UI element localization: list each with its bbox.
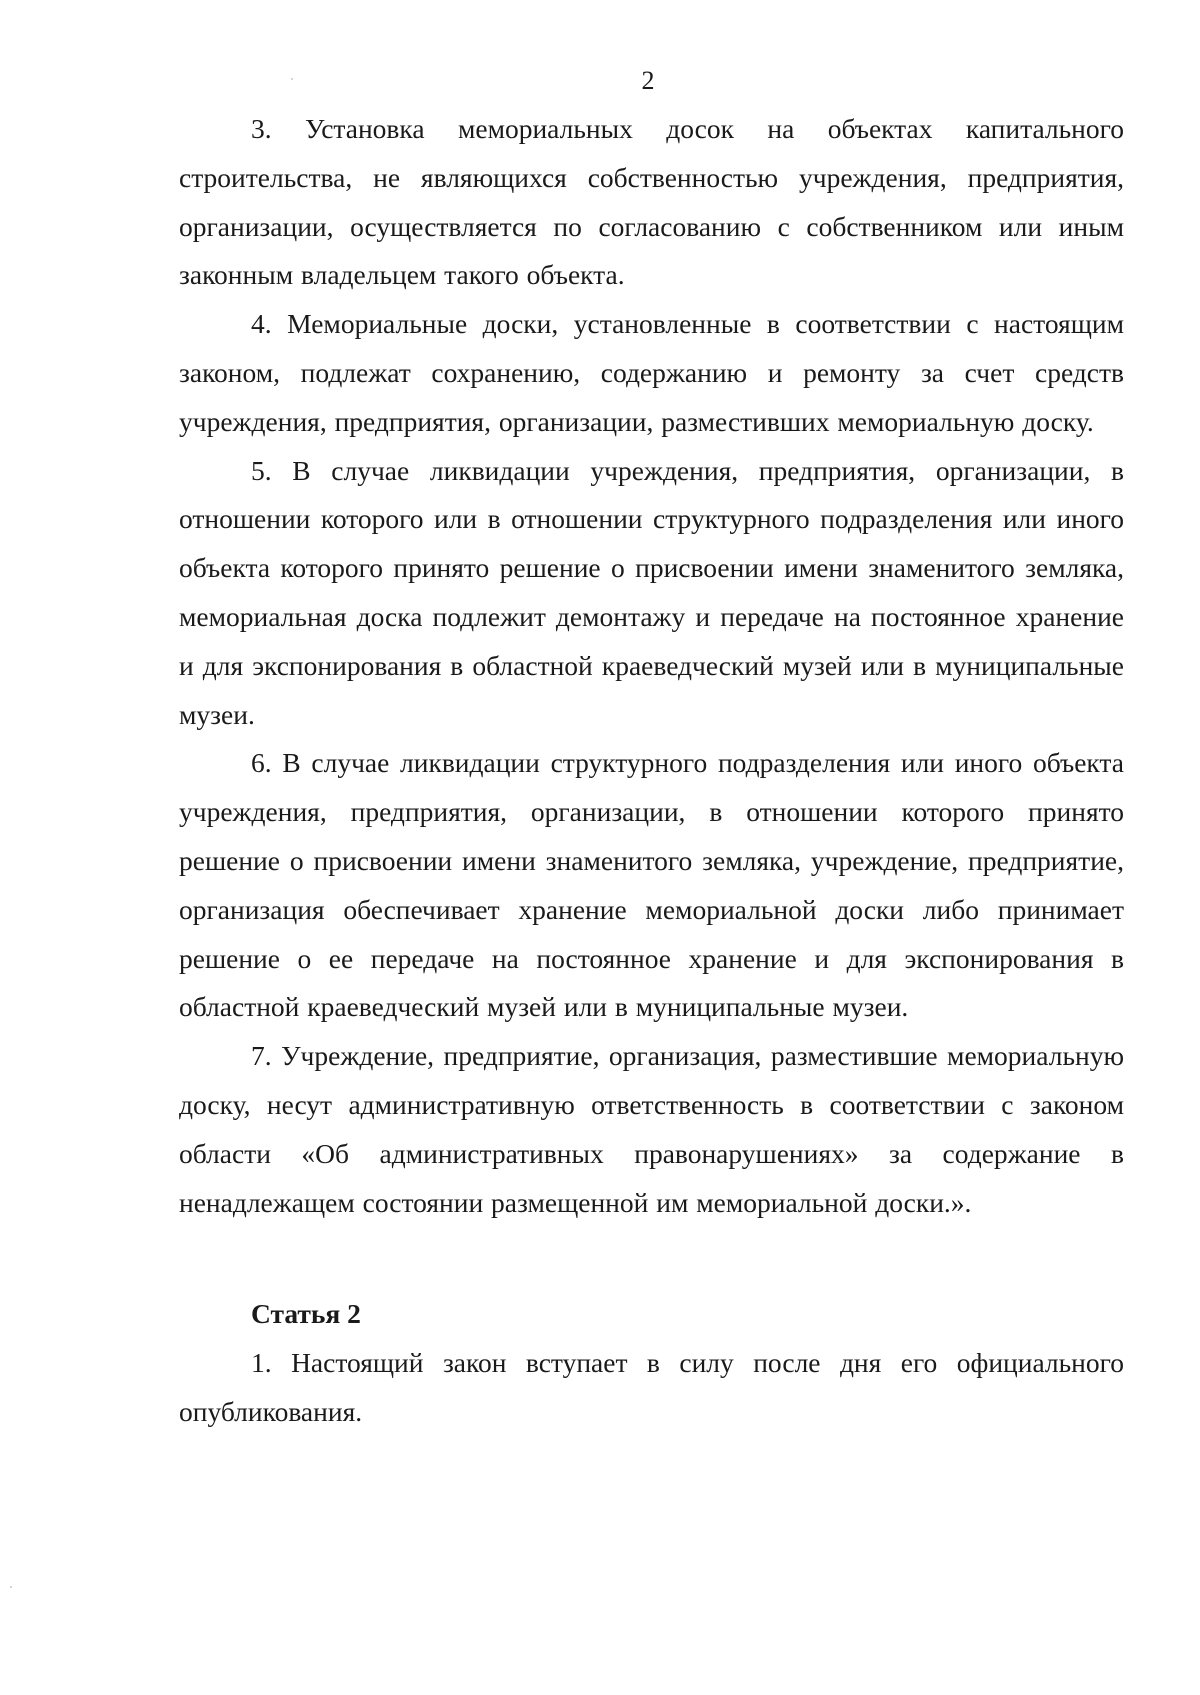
scan-speck <box>291 78 293 80</box>
paragraph-4: 4. Мемориальные доски, установленные в соответствии с настоящим законом, подлежат сохранению, содержанию и ремонту за счет средств учреждения, предприятия, организации, разместивших мемориальную доску. <box>179 308 1124 437</box>
article-paragraph-1: 1. Настоящий закон вступает в силу после дня его официального опубликования. <box>179 1347 1124 1427</box>
scan-speck <box>10 1586 12 1588</box>
paragraph-3: 3. Установка мемориальных досок на объектах капитального строительства, не являющихся собственностью учреждения, предприятия, организации, осуществляется по согласованию с собственником или иным законным владельцем такого объекта. <box>179 113 1124 291</box>
page-number: 2 <box>641 66 655 95</box>
paragraph-6: 6. В случае ликвидации структурного подразделения или иного объекта учреждения, предприятия, организации, в отношении которого принято решение о присвоении имени знаменитого земляка, учреждение, предприятие, организация обеспечивает хранение мемориальной доски либо принимает решение о ее передаче на постоянное хранение и для экспонирования в областной краеведческий музей или в муниципальные музеи. <box>179 747 1124 1023</box>
paragraph-7: 7. Учреждение, предприятие, организация, разместившие мемориальную доску, несут административную ответственность в соответствии с законом области «Об административных правонарушениях» за содержание в ненадлежащем состоянии размещенной им мемориальной доски.». <box>179 1040 1124 1218</box>
article-heading: Статья 2 <box>251 1298 361 1330</box>
document-body <box>179 105 1124 1437</box>
paragraph-5: 5. В случае ликвидации учреждения, предприятия, организации, в отношении которого или в отношении структурного подразделения или иного объекта которого принято решение о присвоении имени знаменитого земляка, мемориальная доска подлежит демонтажу и передаче на постоянное хранение и для экспонирования в областной краеведческий музей или в муниципальные музеи. <box>179 454 1124 730</box>
